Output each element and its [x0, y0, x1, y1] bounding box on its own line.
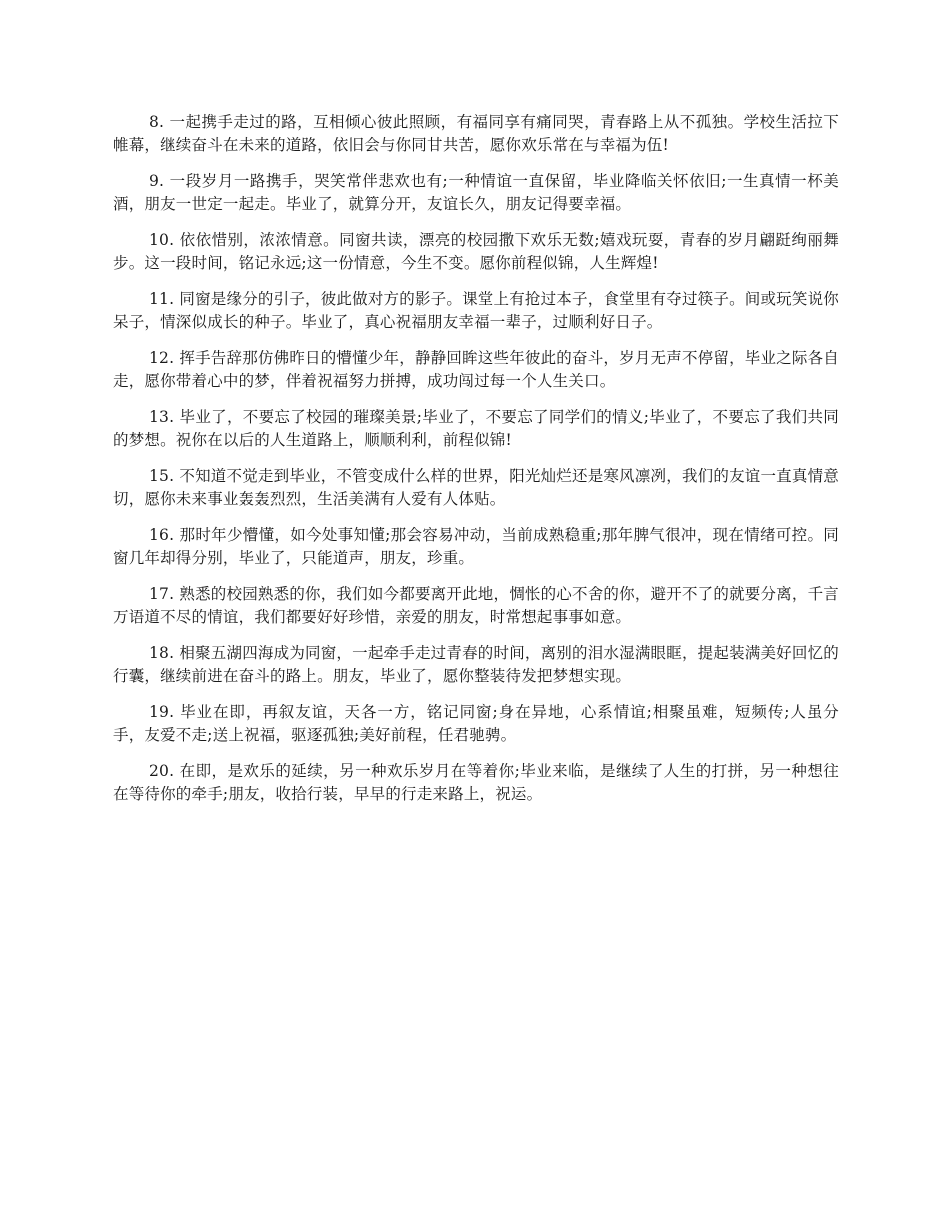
paragraph-11: 11. 同窗是缘分的引子，彼此做对方的影子。课堂上有抢过本子，食堂里有夺过筷子。间或玩笑说你呆子，情深似成长的种子。毕业了，真心祝福朋友幸福一辈子，过顺利好日子。 [113, 290, 839, 331]
paragraph-13: 13. 毕业了，不要忘了校园的璀璨美景;毕业了，不要忘了同学们的情义;毕业了，不要忘了我们共同的梦想。祝你在以后的人生道路上，顺顺利利，前程似锦! [113, 408, 839, 449]
paragraph-20: 20. 在即，是欢乐的延续，另一种欢乐岁月在等着你;毕业来临，是继续了人生的打拼，另一种想往在等待你的牵手;朋友，收拾行装，早早的行走来路上，祝运。 [113, 762, 839, 803]
paragraph-16: 16. 那时年少懵懂，如今处事知懂;那会容易冲动，当前成熟稳重;那年脾气很冲，现在情绪可控。同窗几年却得分别，毕业了，只能道声，朋友，珍重。 [113, 526, 839, 567]
paragraph-9: 9. 一段岁月一路携手，哭笑常伴悲欢也有;一种情谊一直保留，毕业降临关怀依旧;一生真情一杯美酒，朋友一世定一起走。毕业了，就算分开，友谊长久，朋友记得要幸福。 [113, 172, 839, 213]
paragraph-17: 17. 熟悉的校园熟悉的你，我们如今都要离开此地，惆怅的心不舍的你，避开不了的就要分离，千言万语道不尽的情谊，我们都要好好珍惜，亲爱的朋友，时常想起事事如意。 [113, 585, 839, 626]
paragraph-19: 19. 毕业在即，再叙友谊，天各一方，铭记同窗;身在异地，心系情谊;相聚虽难，短频传;人虽分手，友爱不走;送上祝福，驱逐孤独;美好前程，任君驰骋。 [113, 703, 839, 744]
paragraph-18: 18. 相聚五湖四海成为同窗，一起牵手走过青春的时间，离别的泪水湿满眼眶，提起装满美好回忆的行囊，继续前进在奋斗的路上。朋友，毕业了，愿你整装待发把梦想实现。 [113, 644, 839, 685]
paragraph-15: 15. 不知道不觉走到毕业，不管变成什么样的世界，阳光灿烂还是寒风凛冽，我们的友谊一直真情意切，愿你未来事业轰轰烈烈，生活美满有人爱有人体贴。 [113, 467, 839, 508]
paragraph-12: 12. 挥手告辞那仿佛昨日的懵懂少年，静静回眸这些年彼此的奋斗，岁月无声不停留，毕业之际各自走，愿你带着心中的梦，伴着祝福努力拼搏，成功闯过每一个人生关口。 [113, 349, 839, 390]
paragraph-8: 8. 一起携手走过的路，互相倾心彼此照顾，有福同享有痛同哭，青春路上从不孤独。学校生活拉下帷幕，继续奋斗在未来的道路，依旧会与你同甘共苦，愿你欢乐常在与幸福为伍! [113, 113, 839, 154]
paragraph-10: 10. 依依惜别，浓浓情意。同窗共读，漂亮的校园撒下欢乐无数;嬉戏玩耍，青春的岁月翩跹绚丽舞步。这一段时间，铭记永远;这一份情意，今生不变。愿你前程似锦，人生辉煌! [113, 231, 839, 272]
document-body [113, 111, 839, 819]
